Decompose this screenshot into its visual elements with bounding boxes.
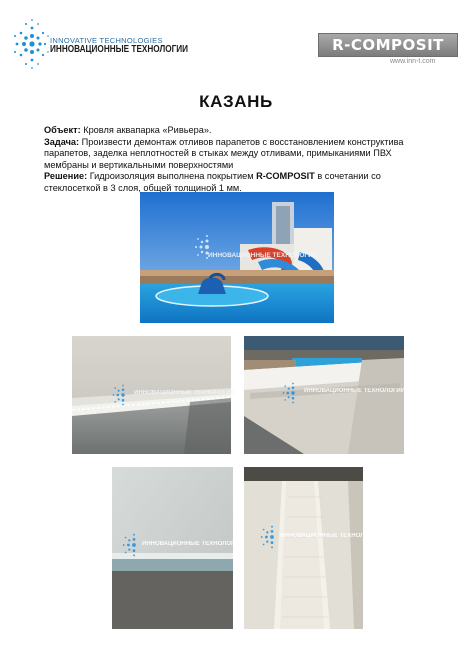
solution-line bbox=[44, 171, 434, 194]
watermark-text: ИННОВАЦИОННЫЕ ТЕХНОЛОГИИ bbox=[208, 252, 318, 259]
photo-parapet-pool-view bbox=[244, 336, 404, 454]
photo-flashing-mesh-coating bbox=[244, 467, 382, 629]
logo-text-en: INNOVATIVE TECHNOLOGIES bbox=[50, 36, 163, 45]
solution-brand: R-COMPOSIT bbox=[256, 171, 315, 181]
brand-text: R-COMPOSIT bbox=[332, 36, 444, 54]
logo-text-ru: ИННОВАЦИОННЫЕ ТЕХНОЛОГИИ bbox=[50, 44, 189, 55]
task-label: Задача: bbox=[44, 136, 80, 147]
page-title: КАЗАНЬ bbox=[199, 92, 273, 111]
photo-aquapark-overview bbox=[140, 192, 334, 323]
watermark-text: ИННОВАЦИОННЫЕ ТЕХНОЛОГИИ bbox=[142, 541, 244, 547]
watermark-text: ИННОВАЦИОННЫЕ ТЕХНОЛОГИИ bbox=[280, 533, 382, 539]
solution-text-2: в сочетании со стеклосеткой в 3 слоя, общей толщиной 1 мм. bbox=[44, 171, 381, 193]
object-label: Объект: bbox=[44, 125, 81, 135]
task-text: Произвести демонтаж отливов парапетов с восстановлением конструктива парапетов, заделка неплотностей в стыках между отливами, примыканиями ПВХ мембраны и вертикальными поверхностями bbox=[44, 136, 404, 170]
logo-dots-icon bbox=[12, 14, 52, 74]
task-line bbox=[44, 137, 434, 172]
company-logo bbox=[12, 14, 189, 74]
object-text: Кровля аквапарка «Ривьера». bbox=[80, 125, 212, 135]
photo-wall-junction bbox=[112, 467, 244, 629]
brand-url: www.inn-t.com bbox=[390, 58, 436, 65]
watermark-text: ИННОВАЦИОННЫЕ ТЕХНОЛОГИИ bbox=[134, 390, 236, 396]
r-composit-logo bbox=[318, 33, 458, 57]
watermark-text: ИННОВАЦИОННЫЕ ТЕХНОЛОГИИ bbox=[304, 388, 406, 394]
project-description bbox=[44, 125, 434, 194]
solution-text-1: Гидроизоляция выполнена покрытием bbox=[87, 171, 257, 181]
object-line bbox=[44, 125, 434, 137]
photo-parapet-before bbox=[72, 336, 236, 454]
solution-label: Решение: bbox=[44, 171, 88, 181]
